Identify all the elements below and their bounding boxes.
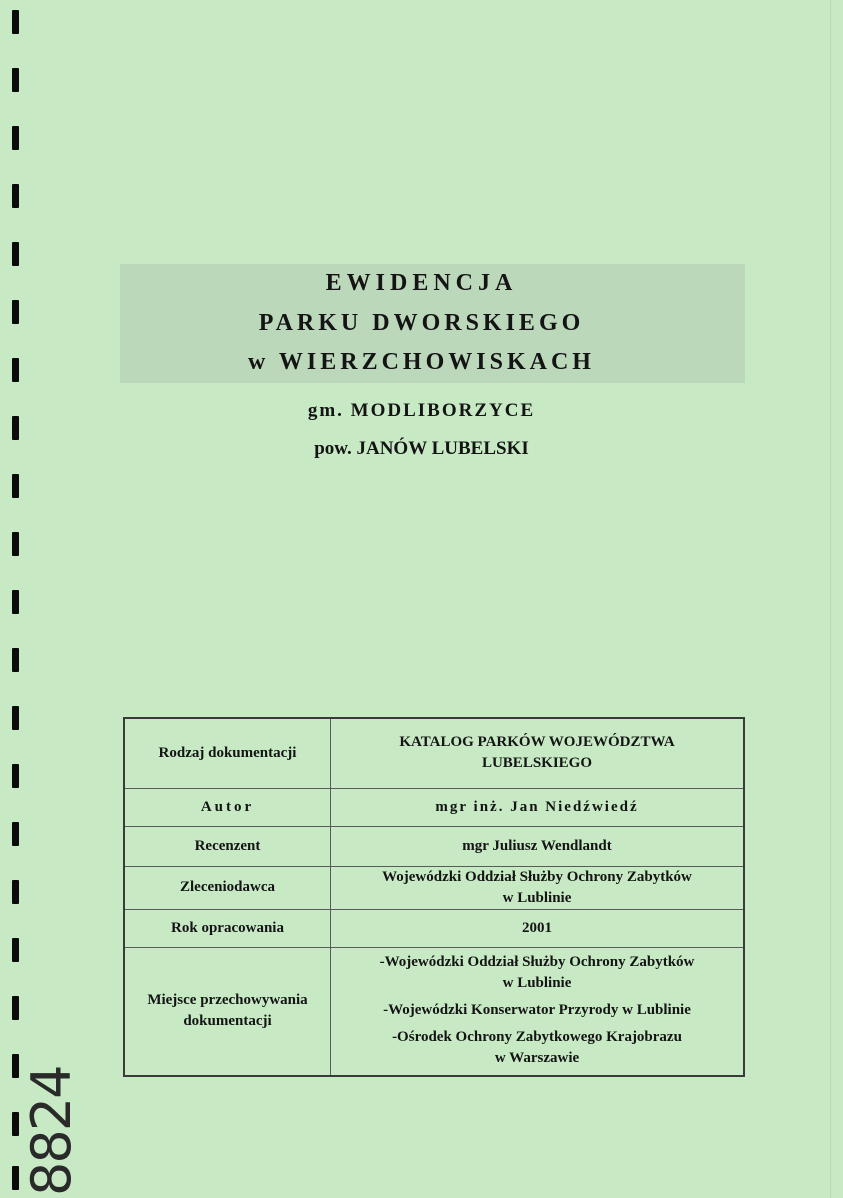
- binding-hole: [12, 1166, 19, 1190]
- binding-hole: [12, 706, 19, 730]
- value-line: Wojewódzki Oddział Służby Ochrony Zabytków: [382, 868, 692, 885]
- binding-hole: [12, 10, 19, 34]
- binding-hole: [12, 764, 19, 788]
- value-line: -Wojewódzki Oddział Służby Ochrony Zabytków: [379, 953, 695, 970]
- binding-hole: [12, 880, 19, 904]
- title-line-1: EWIDENCJA: [325, 270, 518, 296]
- binding-hole: [12, 648, 19, 672]
- row-value: [331, 718, 745, 788]
- storage-place: [335, 952, 739, 994]
- row-label: [124, 947, 331, 1076]
- title-line-3: w WIERZCHOWISKACH: [248, 349, 595, 375]
- binding-hole: [12, 184, 19, 208]
- binding-hole: [12, 590, 19, 614]
- table-row: [124, 718, 744, 788]
- binding-hole: [12, 822, 19, 846]
- value-line: KATALOG PARKÓW WOJEWÓDZTWA: [399, 734, 675, 751]
- value-line: w Warszawie: [494, 1049, 580, 1066]
- value-line: w Lublinie: [502, 889, 572, 906]
- label-line: Miejsce przechowywania: [147, 992, 308, 1009]
- row-label: Rodzaj dokumentacji: [124, 718, 331, 788]
- table-row: [124, 826, 744, 866]
- gmina-line: gm. MODLIBORZYCE: [307, 400, 536, 421]
- row-value: [331, 947, 745, 1076]
- storage-place: [335, 1000, 739, 1021]
- table-row: [124, 788, 744, 826]
- page-edge: [830, 0, 831, 1198]
- storage-place: [335, 1027, 739, 1069]
- row-label: Recenzent: [124, 826, 331, 866]
- value-line: -Wojewódzki Konserwator Przyrody w Lublinie: [383, 1001, 691, 1018]
- documentation-info-table: [123, 717, 745, 1077]
- row-label: Rok opracowania: [124, 909, 331, 947]
- row-label: Autor: [124, 788, 331, 826]
- binding-hole: [12, 126, 19, 150]
- binding-hole: [12, 68, 19, 92]
- binding-holes: [10, 0, 22, 1198]
- binding-hole: [12, 1112, 19, 1136]
- binding-hole: [12, 996, 19, 1020]
- binding-hole: [12, 474, 19, 498]
- value-line: LUBELSKIEGO: [481, 755, 593, 772]
- table-row: [124, 909, 744, 947]
- table-row: [124, 947, 744, 1076]
- binding-hole: [12, 938, 19, 962]
- value-line: -Ośrodek Ochrony Zabytkowego Krajobrazu: [392, 1028, 682, 1045]
- label-line: dokumentacji: [183, 1013, 272, 1030]
- powiat-line: pow. JANÓW LUBELSKI: [314, 438, 529, 459]
- binding-hole: [12, 1054, 19, 1078]
- value-line: w Lublinie: [502, 974, 572, 991]
- binding-hole: [12, 242, 19, 266]
- row-value: 2001: [331, 909, 745, 947]
- row-value: [331, 866, 745, 909]
- handwritten-archive-number: 8824: [20, 1066, 83, 1196]
- row-label: Zleceniodawca: [124, 866, 331, 909]
- table-row: [124, 866, 744, 909]
- binding-hole: [12, 532, 19, 556]
- title-line-2: PARKU DWORSKIEGO: [258, 310, 585, 336]
- row-value: mgr inż. Jan Niedźwiedź: [331, 788, 745, 826]
- row-value: mgr Juliusz Wendlandt: [331, 826, 745, 866]
